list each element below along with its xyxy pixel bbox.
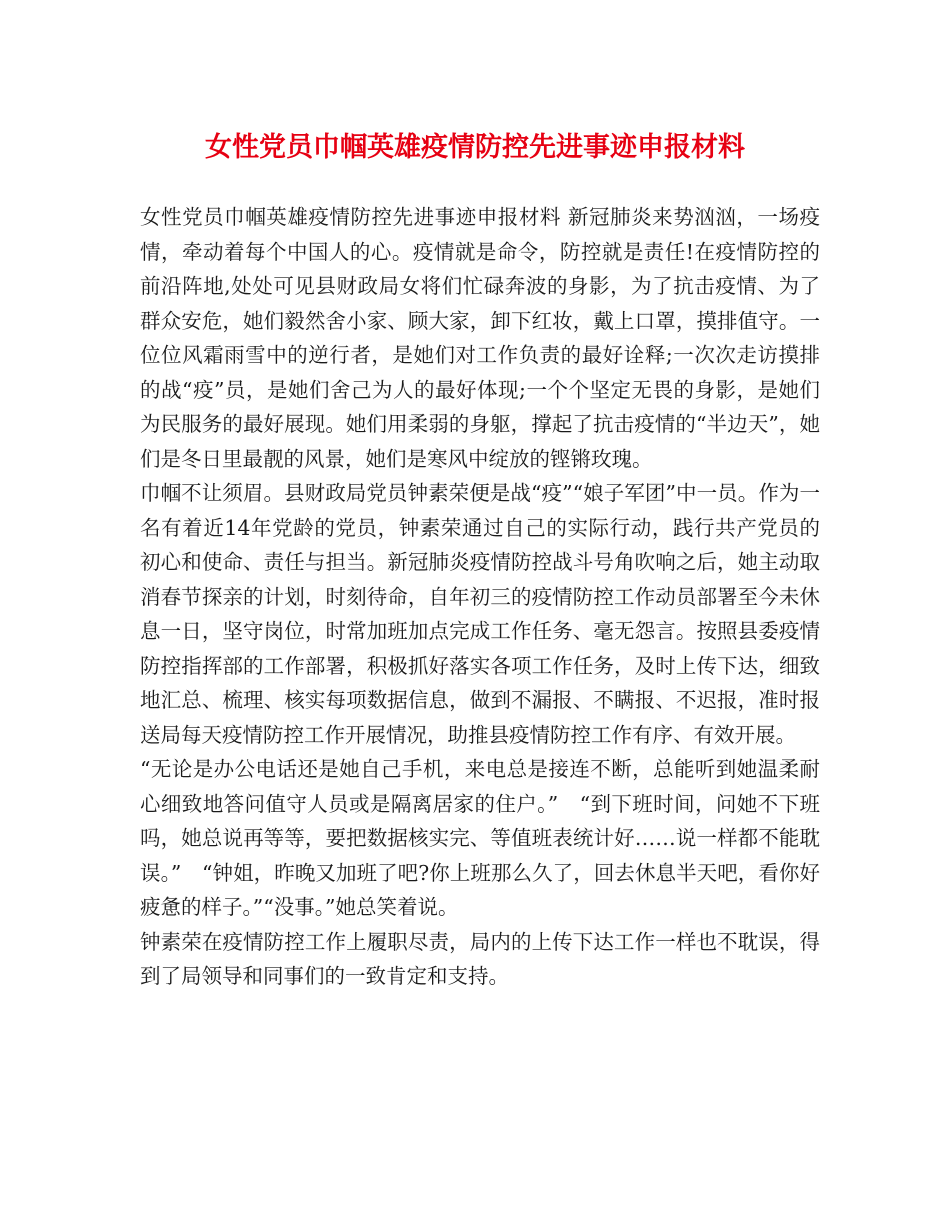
paragraph-intro: 女性党员巾帼英雄疫情防控先进事迹申报材料 新冠肺炎来势汹汹，一场疫情，牵动着每个中国人的心。疫情就是命令，防控就是责任!在疫情防控的前沿阵地,处处可见县财政局女将们忙碌奔波的身影，为了抗击疫情、为了群众安危，她们毅然舍小家、顾大家，卸下红妆，戴上口罩，摸排值守。一位位风霜雨雪中的逆行者，是她们对工作负责的最好诠释;一次次走访摸排的战“疫”员，是她们舍己为人的最好体现;一个个坚定无畏的身影，是她们为民服务的最好展现。她们用柔弱的身躯，撑起了抗击疫情的“半边天”，她们是冬日里最靓的风景，她们是寒风中绽放的铿锵玫瑰。 (140, 205, 820, 471)
document-body (140, 200, 820, 994)
paragraph-quotes: “无论是办公电话还是她自己手机，来电总是接连不断，总能听到她温柔耐心细致地答问值守人员或是隔离居家的住户。” “到下班时间，问她不下班吗，她总说再等等，要把数据核实完、等值班表统计好……说一样都不能耽误。” “钟姐，昨晚又加班了吧?你上班那么久了，回去休息半天吧，看你好疲惫的样子。”“没事。”她总笑着说。 (140, 757, 820, 919)
document-title: 女性党员巾帼英雄疫情防控先进事迹申报材料 (205, 132, 745, 163)
paragraph-conclusion: 钟素荣在疫情防控工作上履职尽责，局内的上传下达工作一样也不耽误，得到了局领导和同事们的一致肯定和支持。 (140, 929, 820, 988)
paragraph-zhong-surong: 巾帼不让须眉。县财政局党员钟素荣便是战“疫”“娘子军团”中一员。作为一名有着近14年党龄的党员，钟素荣通过自己的实际行动，践行共产党员的初心和使命、责任与担当。新冠肺炎疫情防控战斗号角吹响之后，她主动取消春节探亲的计划，时刻待命，自年初三的疫情防控工作动员部署至今未休息一日，坚守岗位，时常加班加点完成工作任务、毫无怨言。按照县委疫情防控指挥部的工作部署，积极抓好落实各项工作任务，及时上传下达，细致地汇总、梳理、核实每项数据信息，做到不漏报、不瞒报、不迟报，准时报送局每天疫情防控工作开展情况，助推县疫情防控工作有序、有效开展。 (140, 481, 820, 747)
